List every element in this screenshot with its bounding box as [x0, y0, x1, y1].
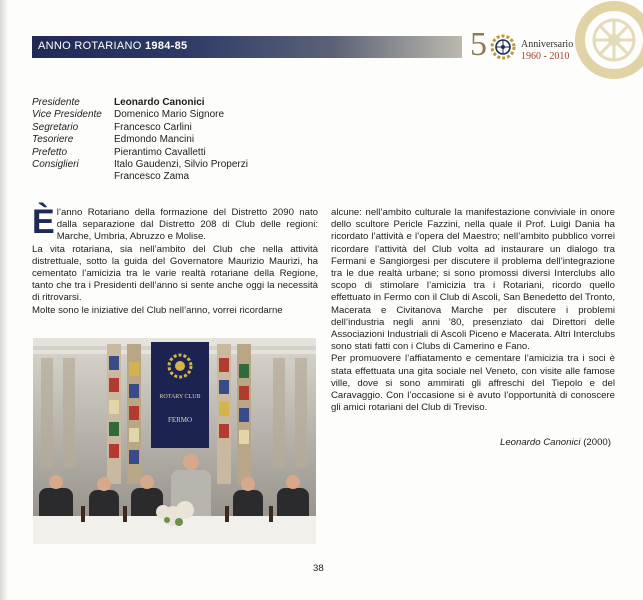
officer-role: Consiglieri: [32, 159, 79, 171]
photo-illustration: [33, 338, 316, 544]
anniversary-logo: [470, 26, 524, 66]
officer-role: Presidente: [32, 97, 80, 108]
banner-label: ANNO ROTARIANO: [38, 40, 142, 52]
paragraph: La vita rotariana, sia nell’ambito del Club che nella attività distrettuale, sotto la guida del Governatore Maurizio Maurizi, ha cementato l’amicizia tra le varie realtà rotariane della Regione, tanto che tra i Presidenti dell’anno si sente anche oggi la necessità di ritrovarsi.: [32, 243, 318, 304]
officer-row: [32, 134, 248, 146]
officer-name: Francesco Carlini: [114, 121, 192, 133]
officer-row: [32, 147, 248, 159]
rotary-wheel-watermark-icon: [574, 0, 643, 80]
officer-row: [32, 109, 248, 121]
anniversary-years: 1960 - 2010: [521, 51, 570, 62]
officer-name: Leonardo Canonici: [114, 97, 205, 108]
drop-cap: È: [32, 203, 55, 241]
banner-year: 1984-85: [144, 40, 188, 52]
officer-name: Francesco Zama: [114, 171, 190, 183]
anniversary-caption: [521, 39, 573, 63]
officer-name: Pierantimo Cavalletti: [114, 146, 206, 158]
officer-row: [32, 171, 248, 183]
officer-row: [32, 122, 248, 134]
officer-role: Vice Presidente: [32, 109, 102, 121]
signature-name: Leonardo Canonici: [500, 437, 581, 448]
logo-number: 5: [470, 26, 487, 63]
anniversary-label: Anniversario: [521, 39, 574, 50]
officer-name: Domenico Mario Signore: [114, 109, 225, 121]
officer-role: [32, 171, 114, 183]
officer-role: Prefetto: [32, 146, 68, 158]
officer-name: Edmondo Mancini: [114, 134, 195, 146]
officer-role: Segretario: [32, 121, 79, 133]
body-text-right: [331, 207, 615, 414]
officer-row: [32, 159, 248, 171]
officer-name: Italo Gaudenzi, Silvio Properzi: [114, 159, 248, 171]
author-signature: [500, 437, 611, 448]
page-number: 38: [313, 563, 324, 574]
dinner-photo: [33, 338, 316, 544]
banner-title: [38, 40, 187, 52]
officers-list: [32, 97, 248, 184]
paragraph: Molte sono le iniziative del Club nell’anno, vorrei ricordarne: [32, 304, 283, 316]
signature-year: (2000): [583, 437, 611, 448]
photo-banner-line1: ROTARY CLUB: [159, 394, 201, 400]
paragraph: Per promuovere l’affiatamento e cementare l’amicizia tra i soci è stata effettuata una gita sociale nel Veneto, con visite alle famose ville, dove si sono ammirati gli affreschi del Tiepolo e del Caravaggio. Con l’occasione si è avuto l’opportunità di conoscere gli amici rotariani del Club di Treviso.: [331, 353, 615, 414]
paragraph: l’anno Rotariano della formazione del Distretto 2090 nato dalla separazione dal Distretto 208 di Club delle regioni: Marche, Umbria, Abruzzo e Molise.: [56, 207, 318, 243]
officer-row: [32, 97, 248, 109]
photo-banner-line2: FERMO: [167, 416, 193, 424]
rotary-gear-icon: [490, 34, 516, 60]
officer-role: Tesoriere: [32, 134, 74, 146]
year-banner: [32, 36, 462, 58]
paragraph: alcune: nell’ambito culturale la manifestazione conviviale in onore dello scultore Pericle Fazzini, nella quale il Prof. Luigi Dania ha ricordato l’attività e l’opera del Maestro; nell’ambito pubblico vorrei ricordare l’attività del Club volta ad instaurare un dialogo tra Fermani e Sangiorgesi per discutere il problema dell’integrazione tra le due realtà urbane; si sono promossi diversi Interclubs allo scopo di stimolare l’amicizia tra i Rotariani, ricordo quello effettuato in Fermo con il Club di Ascoli, San Benedetto del Tronto, Macerata e Civitanova Marche per discutere i problemi dell’industria negli anni ’80, presenziato dai Direttori delle Associazioni Industriali di Ascoli Piceno e Macerata. Altri Interclubs sono stati fatti con i Clubs di Camerino e Fano.: [331, 207, 615, 353]
body-text-left: [32, 203, 318, 317]
binding-gutter: [0, 0, 8, 600]
